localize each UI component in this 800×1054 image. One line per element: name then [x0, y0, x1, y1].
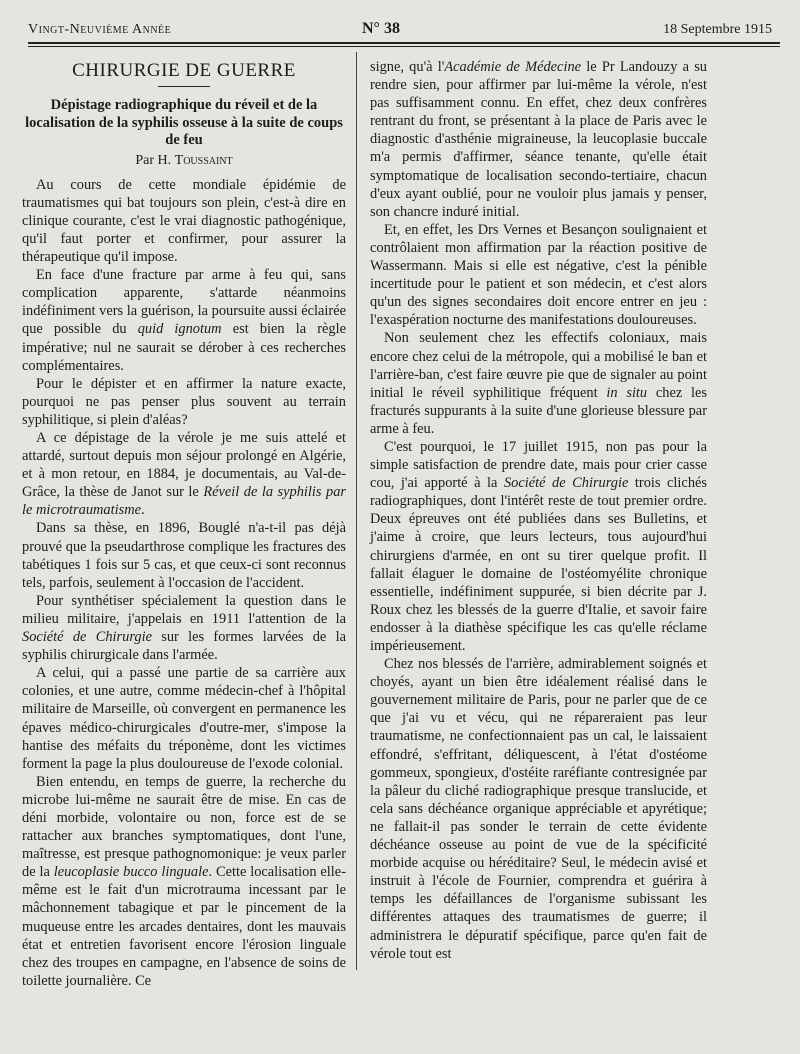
paragraph-text: Chez nos blessés de l'arrière, admirablement soignés et choyés, ayant un bien être idéalement réalisé dans le gouvernement militaire de Paris, pour ne parler que de ce que j'ai vu et vécu, qui ne répareraient pas leur traumatisme, ne confectionnaient pas un cal, le laissaient effondré, s'effritant, déliquescent, à l'état d'ostéome gommeux, spongieux, d'ostéite raréfiante contresignée par la pâleur du cliché radiographique presque translucide, et cela sans déchéance organique appréciable et apyrétique; ne fallait-il pas sonder le terrain de cette évidente déchéance osseuse au point de vue de la spécificité morbide acquise ou héréditaire? Seul, le médecin avisé et instruit à l'école de Fournier, comprendra et guérira à temps les défaillances de l'organisme subissant les différentes attaques des traumatismes de guerre; il administrera le dépuratif spécifique, parce qu'en fait de vérole tout est: [370, 656, 707, 962]
left-column-body: [22, 176, 346, 990]
paragraph-text: Bien entendu, en temps de guerre, la recherche du microbe lui-même ne saurait être de mise. En cas de déni morbide, volontaire ou non, force est de se rattacher aux branches symptomatiques, dont l'une, maîtresse, est presque pathognomonique: je veux parler de la: [22, 773, 346, 881]
volume-label: Vingt-Neuvième Année: [28, 22, 172, 37]
paragraph: [370, 221, 707, 330]
paragraph-text: Dans sa thèse, en 1896, Bouglé n'a-t-il pas déjà prouvé que la pseudarthrose complique les fractures des tabétiques 1 fois sur 5 cas, et que ceux-ci sont reconnus tels, parfois, seulement à l'occasion de l'accident.: [22, 520, 346, 591]
page-header: [28, 20, 780, 42]
paragraph-text-continued: chez les fracturés suppurants à la suite d'une glorieuse blessure par arme à feu.: [370, 384, 707, 437]
byline-prefix: Par H.: [135, 152, 175, 168]
italic-reference: leucoplasie bucco linguale: [53, 864, 209, 881]
italic-reference: Réveil de la syphilis par le microtraumatisme: [22, 484, 346, 519]
paragraph: [22, 266, 346, 375]
title-divider: [158, 86, 210, 87]
italic-reference: Académie de Médecine: [444, 59, 582, 75]
paragraph-text-continued: .: [140, 502, 145, 519]
paragraph-text: En face d'une fracture par arme à feu qui, sans complication apparente, s'attarde néanmoins indéfiniment vers la guérison, la poursuite aussi éclairée que possible du: [22, 267, 346, 338]
paragraph-text-continued: le Pr Landouzy a su rendre sien, pour affirmer par lui-même la vérole, n'est pas suffisamment connu. En effet, chez deux confrères rentrant du front, se présentant à la place de Paris avec le diagnostic d'asthénie migraineuse, la leucoplasie buccale m'a permis d'affirmer, séance tenante, qu'elle était symptomatique de localisation secondo-tertiaire, chacun d'eux ayant oublié, pour ne vouloir plus jamais y penser, son chancre induré initial.: [370, 59, 707, 220]
italic-reference: in situ: [606, 384, 648, 401]
paragraph: [22, 519, 346, 591]
paragraph-text: A celui, qui a passé une partie de sa carrière aux colonies, et une autre, comme médecin-chef à l'hôpital militaire de Marseille, où convergent en permanence les épaves médico-chirurgicales d'outre-mer, s'impose la hantise des méfaits du tréponème, dont les victimes forment la page la plus douloureuse de l'exode colonial.: [22, 665, 346, 772]
issue-date: 18 Septembre 1915: [663, 22, 772, 37]
paragraph-text: Et, en effet, les Drs Vernes et Besançon soulignaient et contrôlaient mon affirmation par la réaction positive de Wassermann. Mais si elle est négative, c'est la pénible incertitude pour le patient et son médecin, et c'est alors qu'un des signes secondaires doit encore entrer en jeu : l'exaspération nocturne des manifestations douloureuses.: [370, 221, 707, 329]
paragraph-text-continued: . Cette localisation elle-même est le fait d'un microtrauma incessant par le mâchonnement tabagique et par le pincement de la muqueuse entre les arcades dentaires, dont les mauvais état et entretien favorisent encore l'érosion linguale chez des troupes en campagne, en l'absence de soins de toilette journalière. Ce: [22, 864, 346, 989]
right-column: [370, 58, 707, 963]
header-rule-thick: [28, 42, 780, 44]
paragraph: [370, 655, 707, 963]
paragraph-text-continued: est bien la règle impérative; nul ne saurait se dérober à ces recherches complémentaires.: [22, 321, 346, 374]
paragraph-text: Pour le dépister et en affirmer la nature exacte, pourquoi ne pas penser plus souvent au terrain syphilitique, si plein d'aléas?: [22, 375, 346, 428]
paragraph-text-continued: trois clichés radiographiques, dont l'intérêt reste de tout premier ordre. Deux épreuves ont été publiées dans ses Bulletins, et j'aime à croire, que leurs lecteurs, tous aujourd'hui chirurgiens d'armée, en ont su tirer quelque profit. Il fallait élaguer le domaine de l'ostéomyélite chronique essentielle, indéfiniment suppurée, si bien décrite par J. Roux chez les blessés de la guerre d'Italie, et savoir faire endosser à la diathèse spécifique les cas qu'elle réclame impérieusement.: [370, 475, 707, 654]
paragraph-text-continued: sur les formes larvées de la syphilis chirurgicale dans l'armée.: [22, 629, 346, 664]
italic-reference: Société de Chirurgie: [503, 475, 629, 492]
left-column: [22, 56, 346, 990]
paragraph: [22, 773, 346, 990]
paragraph: [370, 58, 707, 221]
paragraph: [22, 375, 346, 429]
paragraph: [22, 176, 346, 266]
paragraph-text: A ce dépistage de la vérole je me suis attelé et attardé, surtout depuis mon séjour prolongé en Algérie, et à mon retour, en 1884, je documentais, au Val-de-Grâce, la thèse de Janot sur le: [22, 430, 346, 501]
paragraph-text: C'est pourquoi, le 17 juillet 1915, non pas pour la simple satisfaction de prendre date, mais pour crier casse cou, j'ai apporté à la: [370, 438, 707, 492]
paragraph: [22, 429, 346, 519]
paragraph: [22, 592, 346, 664]
paragraph: [370, 438, 707, 655]
paragraph-text: Au cours de cette mondiale épidémie de traumatismes qui bat toujours son plein, c'est-à dire en clinique courante, c'est le vrai diagnostic pathogénique, qu'il faut porter et confirmer, pour assurer la thérapeutique qu'il impose.: [22, 176, 346, 266]
italic-reference: quid ignotum: [137, 321, 222, 338]
section-title: CHIRURGIE DE GUERRE: [72, 60, 296, 81]
byline: [22, 152, 346, 170]
italic-reference: Société de Chirurgie: [22, 629, 152, 646]
paragraph-text: Non seulement chez les effectifs coloniaux, mais encore chez celui de la métropole, qui a mobilisé le ban et l'arrière-ban, c'est faire œuvre pie que de signaler au point initial le réveil syphilitique fréquent: [370, 330, 707, 401]
paragraph-text: Pour synthétiser spécialement la question dans le milieu militaire, j'appelais en 1911 l'attention de la: [22, 592, 346, 627]
issue-number: N° 38: [362, 20, 400, 37]
article-title: Dépistage radiographique du réveil et de la localisation de la syphilis osseuse à la suite de coups de feu: [25, 97, 343, 149]
column-separator: [356, 52, 357, 970]
paragraph: [22, 664, 346, 773]
header-rule-thin: [28, 46, 780, 47]
author-name: Toussaint: [174, 152, 233, 168]
right-column-body: [370, 58, 707, 963]
paragraph: [370, 329, 707, 438]
paragraph-text: signe, qu'à l': [370, 59, 445, 75]
